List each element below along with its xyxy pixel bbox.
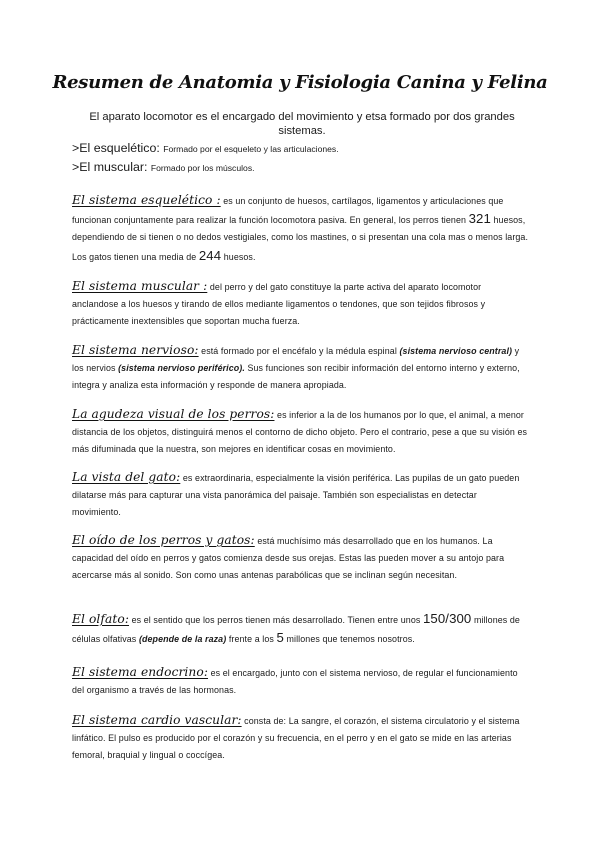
section-text: es el encargado, junto con el sistema nervioso, de regular el funcionamiento del organismo a través de las hormonas. xyxy=(72,668,518,696)
list-item-label: >El esquelético: xyxy=(72,141,160,155)
section-text: está muchísimo más desarrollado que en los humanos. La capacidad del oído en perros y gatos comienza desde sus orejas. Estas las pueden mover a su antojo para acercarse más al sonido. Son como unas antenas parabólicas que se inclinan según necesitan. xyxy=(72,536,505,581)
section-text: y los nervios xyxy=(72,346,520,374)
section-text: huesos, dependiendo de si tienen o no dedos vestigiales, como los mastines, o si presentan una cola mas o menos larga. Los gatos tienen una media de xyxy=(72,215,529,262)
section-text: es extraordinaria, especialmente la visión periférica. Las pupilas de un gato pueden dilatarse más para capturar una vista panorámica del paisaje. También son especialistas en detectar movimiento. xyxy=(72,473,520,518)
emphasis-text: (sistema nervioso central) xyxy=(399,346,513,356)
emphasis-text: (depende de la raza) xyxy=(138,634,227,645)
section-cardio-vascular xyxy=(72,712,528,765)
section-heading: El sistema esquelético : xyxy=(72,193,221,207)
emphasis-text: (sistema nervioso periférico). xyxy=(118,363,245,374)
section-oido xyxy=(72,532,528,585)
section-heading: El oído de los perros y gatos: xyxy=(72,533,255,547)
list-item-label: >El muscular: xyxy=(72,160,148,174)
section-text: es un conjunto de huesos, cartílagos, ligamentos y articulaciones que funcionan conjuntamente para realizar la función locomotora pasiva. En general, los perros tienen xyxy=(72,196,504,226)
section-heading: La vista del gato: xyxy=(72,470,181,484)
section-olfato xyxy=(72,610,528,648)
section-heading: El sistema endocrino: xyxy=(72,665,209,679)
section-heading: El sistema nervioso: xyxy=(72,343,199,357)
section-esqueletico xyxy=(72,192,528,266)
section-text: frente a los xyxy=(228,634,274,645)
intro-paragraph: El aparato locomotor es el encargado del movimiento y etsa formado por dos grandes sistemas. xyxy=(89,111,515,137)
section-text: es inferior a la de los humanos por lo que, el animal, a menor distancia de los objetos, distinguirá menos el contorno de dicho objeto. Pero el contrario, pese a que su visión es más difuminada que la nuestra, son mejores en identificar cosas en movimiento. xyxy=(72,410,528,455)
section-vista-gato xyxy=(72,469,528,522)
section-text: huesos. xyxy=(223,251,256,262)
section-text: del perro y del gato constituye la parte activa del aparato locomotor anclandose a los huesos y tirando de ellos mediante ligamentos o tendones, que son tejidos fibrosos y prácticamente inextensibles que soportan mucha fuerza. xyxy=(72,282,486,327)
section-muscular xyxy=(72,278,528,331)
section-endocrino xyxy=(72,664,528,699)
section-text: millones que tenemos nosotros. xyxy=(286,634,415,645)
bone-count-dog: 321 xyxy=(468,211,491,227)
list-item-desc: Formado por los músculos. xyxy=(150,163,255,173)
list-item xyxy=(72,141,339,155)
section-heading: El olfato: xyxy=(72,612,130,626)
section-heading: La agudeza visual de los perros: xyxy=(72,407,275,421)
section-heading: El sistema cardio vascular: xyxy=(72,713,242,727)
human-cell-count: 5 xyxy=(276,630,284,646)
section-text: consta de: La sangre, el corazón, el sistema circulatorio y el sistema linfático. El pulso es producido por el corazón y su frecuencia, en el perro y en el gato se mide en las arterias femoral, braquial y lingual o coccígea. xyxy=(72,716,520,761)
section-text: está formado por el encéfalo y la médula espinal xyxy=(201,346,397,356)
section-text: millones de células olfativas xyxy=(72,615,520,645)
section-agudeza-visual xyxy=(72,406,528,459)
section-text: es el sentido que los perros tienen más desarrollado. Tienen entre unos xyxy=(131,615,421,625)
list-item-desc: Formado por el esqueleto y las articulaciones. xyxy=(163,144,339,154)
bone-count-cat: 244 xyxy=(198,247,222,263)
section-nervioso xyxy=(72,342,528,395)
olfactory-cell-count: 150/300 xyxy=(423,611,472,626)
section-heading: El sistema muscular : xyxy=(72,279,208,293)
section-text: Sus funciones son recibir información del entorno interno y externo, integra y analiza esta información y responde de manera apropiada. xyxy=(72,363,520,391)
list-item xyxy=(72,160,255,174)
document-title: Resumen de Anatomia y Fisiologia Canina y Felina xyxy=(52,72,548,93)
